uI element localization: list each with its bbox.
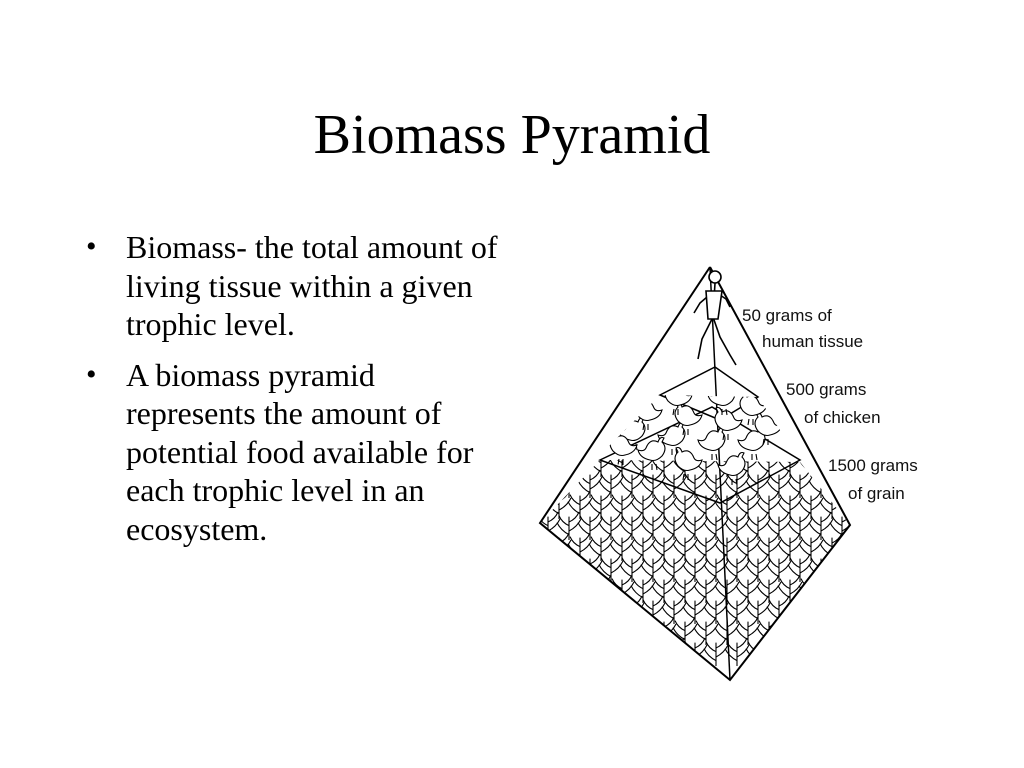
bullet-item [86,228,506,344]
bullet-icon: • [86,357,97,391]
label-middle-line2: of chicken [804,408,881,427]
bullet-item [86,356,506,549]
chicken-flock-icon [610,383,782,486]
bullet-list [86,228,506,560]
label-top-line2: human tissue [762,332,864,351]
label-bottom-line2: of grain [848,484,905,503]
slide-title: Biomass Pyramid [313,104,711,166]
label-middle-line1: 500 grams [786,380,867,399]
pyramid-illustration [530,255,950,695]
label-bottom-line1: 1500 grams [828,456,918,475]
running-human-icon [694,271,736,365]
biomass-pyramid-figure [530,255,950,695]
bullet-text: A biomass pyramid represents the amount of potential food available for each trophic level in an ecosystem. [126,356,474,547]
label-top-line1: 50 grams of [742,306,832,325]
bullet-text: Biomass- the total amount of living tissue within a given trophic level. [126,229,498,342]
bullet-icon: • [86,230,97,263]
